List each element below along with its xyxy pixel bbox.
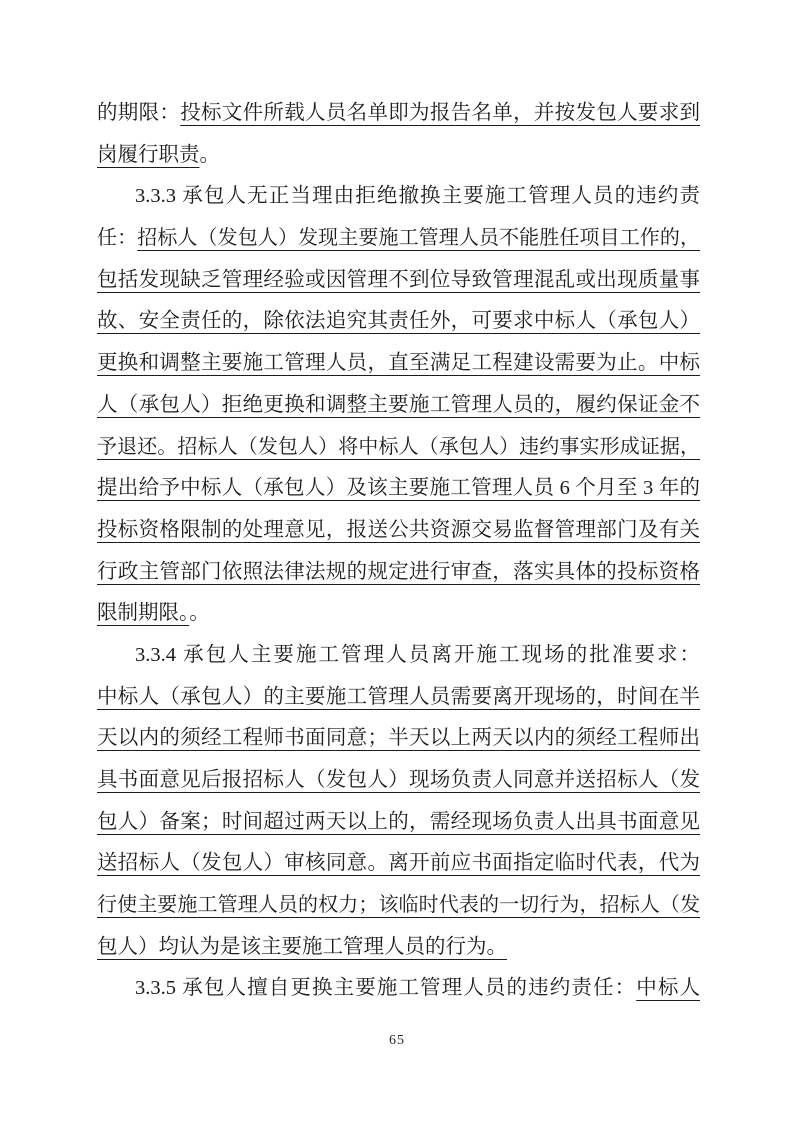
- underlined-text: 包人）备案；时间超过两天以上的，需经现场负责人出具书面意见: [97, 810, 700, 833]
- text-segment: 3.3.3 承包人无正当理由拒绝撤换主要施工管理人员的违约责: [135, 185, 700, 208]
- underlined-text: 投标文件所载人员名单即为报告名单，并按发包人要求到: [180, 102, 700, 124]
- body-text: [97, 93, 700, 1010]
- underlined-text: 行政主管部门依照法律法规的规定进行审查，落实具体的投标资格: [97, 560, 700, 583]
- text-segment: 任：: [97, 227, 138, 250]
- underlined-text: 岗履行职责: [97, 143, 200, 166]
- text-line: [97, 718, 700, 760]
- text-line: [97, 843, 700, 885]
- text-segment: 3.3.4 承包人主要施工管理人员离开施工现场的批准要求：: [135, 643, 700, 666]
- text-line: [97, 385, 700, 427]
- text-line: [97, 510, 700, 552]
- underlined-text: 予退还。招标人（发包人）将中标人（承包人）违约事实形成证据，: [97, 435, 700, 458]
- text-line: [97, 301, 700, 343]
- underlined-text: 中标人（承包人）的主要施工管理人员需要离开现场的，时间在半: [97, 685, 700, 708]
- text-segment: 的期限：: [97, 102, 181, 124]
- text-line: [97, 93, 700, 135]
- text-segment: 。: [189, 602, 210, 625]
- underlined-text: 包人）均认为是该主要施工管理人员的行为。: [97, 935, 507, 958]
- text-line: [97, 260, 700, 302]
- underlined-text: 招标人（发包人）发现主要施工管理人员不能胜任项目工作的，: [137, 227, 700, 250]
- text-line: [97, 802, 700, 844]
- underlined-text: 行使主要施工管理人员的权力；该临时代表的一切行为，招标人（发: [97, 894, 700, 917]
- text-segment: 3.3.5 承包人擅自更换主要施工管理人员的违约责任：: [135, 977, 637, 1000]
- underlined-text: 限制期限。: [97, 602, 190, 625]
- underlined-text: 投标资格限制的处理意见，报送公共资源交易监督管理部门及有关: [97, 518, 700, 541]
- text-line: [97, 677, 700, 719]
- underlined-text: 人（承包人）拒绝更换和调整主要施工管理人员的，履约保证金不: [97, 393, 700, 416]
- underlined-text: 送招标人（发包人）审核同意。离开前应书面指定临时代表，代为: [97, 852, 700, 875]
- underlined-text: 更换和调整主要施工管理人员，直至满足工程建设需要为止。中标: [97, 352, 700, 375]
- underlined-text: 故、安全责任的，除依法追究其责任外，可要求中标人（承包人）: [97, 310, 700, 333]
- text-line: [97, 135, 700, 177]
- text-line: [97, 552, 700, 594]
- underlined-text: 提出给予中标人（承包人）及该主要施工管理人员 6 个月至 3 年的: [97, 477, 700, 500]
- text-line: [97, 635, 700, 677]
- underlined-text: 包括发现缺乏管理经验或因管理不到位导致管理混乱或出现质量事: [97, 268, 700, 291]
- text-segment: 。: [199, 143, 220, 166]
- text-line: [97, 176, 700, 218]
- text-line: [97, 343, 700, 385]
- text-line: [97, 760, 700, 802]
- text-line: [97, 427, 700, 469]
- page-number: 65: [389, 1033, 405, 1048]
- text-line: [97, 593, 700, 635]
- underlined-text: 中标人: [636, 977, 700, 1000]
- text-line: [97, 218, 700, 260]
- underlined-text: 天以内的须经工程师书面同意；半天以上两天以内的须经工程师出: [97, 727, 700, 750]
- text-line: [97, 885, 700, 927]
- text-line: [97, 927, 700, 969]
- text-line: [97, 468, 700, 510]
- text-line: [97, 968, 700, 1010]
- underlined-text: 具书面意见后报招标人（发包人）现场负责人同意并送招标人（发: [97, 769, 700, 791]
